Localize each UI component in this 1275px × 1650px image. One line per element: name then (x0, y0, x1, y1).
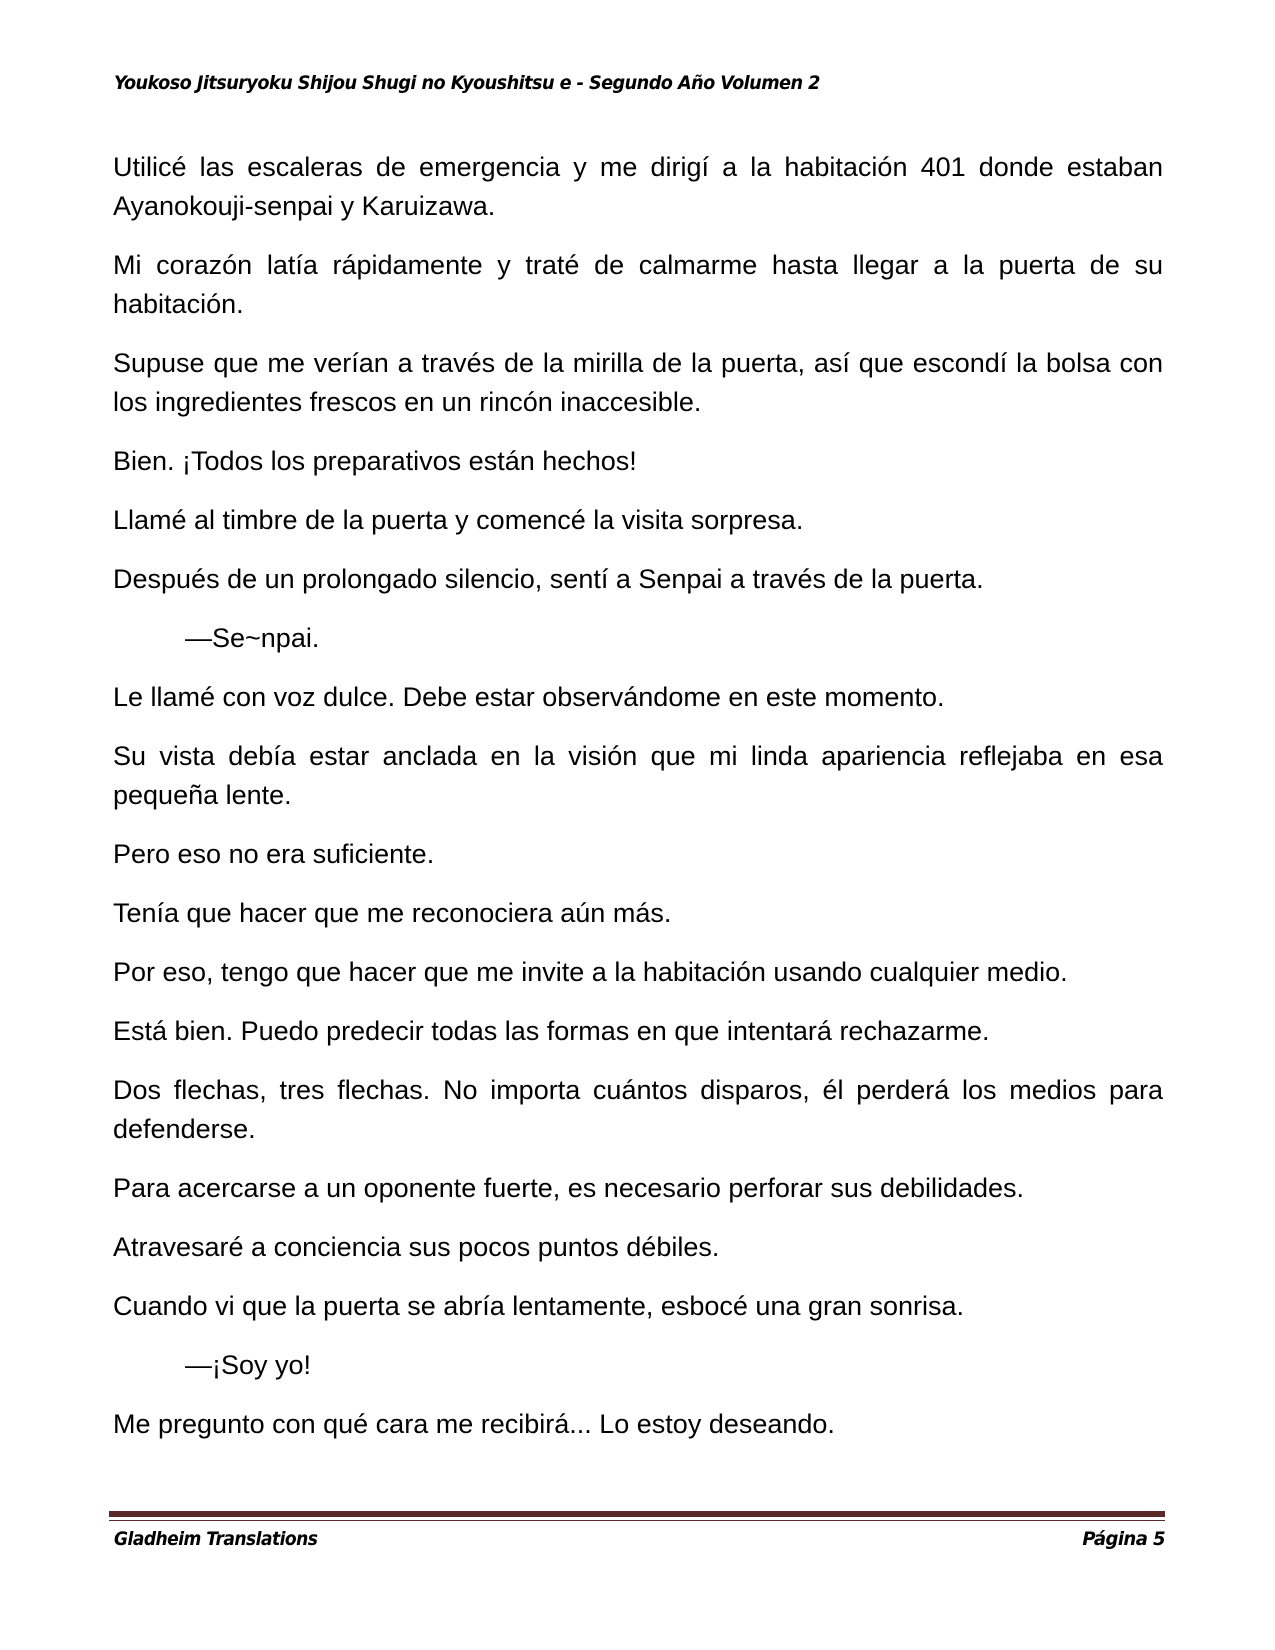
paragraph: Por eso, tengo que hacer que me invite a la habitación usando cualquier medio. (113, 957, 1068, 987)
paragraph: Llamé al timbre de la puerta y comencé la visita sorpresa. (113, 505, 804, 535)
paragraph: Atravesaré a conciencia sus pocos puntos débiles. (113, 1232, 720, 1262)
paragraph: Mi corazón latía rápidamente y traté de calmarme hasta llegar a la puerta de su habitación. (113, 250, 1163, 319)
paragraph: Utilicé las escaleras de emergencia y me dirigí a la habitación 401 donde estaban Ayanokouji-senpai y Karuizawa. (113, 152, 1163, 221)
dialogue-line: —Se~npai. (185, 623, 320, 653)
paragraph: Su vista debía estar anclada en la visión que mi linda apariencia reflejaba en esa pequeña lente. (113, 741, 1163, 810)
page-body (113, 148, 1163, 1464)
paragraph: Me pregunto con qué cara me recibirá... Lo estoy deseando. (113, 1409, 835, 1439)
footer-divider-thick (109, 1511, 1165, 1517)
paragraph: Tenía que hacer que me reconociera aún más. (113, 898, 672, 928)
running-header: Youkoso Jitsuryoku Shijou Shugi no Kyoushitsu e - Segundo Año Volumen 2 (114, 72, 820, 94)
paragraph: Bien. ¡Todos los preparativos están hechos! (113, 446, 637, 476)
paragraph: Supuse que me verían a través de la mirilla de la puerta, así que escondí la bolsa con los ingredientes frescos en un rincón inaccesible. (113, 348, 1163, 417)
paragraph: Después de un prolongado silencio, sentí a Senpai a través de la puerta. (113, 564, 984, 594)
paragraph: Pero eso no era suficiente. (113, 839, 435, 869)
paragraph: Cuando vi que la puerta se abría lentamente, esbocé una gran sonrisa. (113, 1291, 965, 1321)
footer-divider-thin (109, 1520, 1165, 1521)
paragraph: Para acercarse a un oponente fuerte, es necesario perforar sus debilidades. (113, 1173, 1025, 1203)
paragraph: Le llamé con voz dulce. Debe estar observándome en este momento. (113, 682, 945, 712)
page-number: Página 5 (1082, 1528, 1165, 1550)
paragraph: Está bien. Puedo predecir todas las formas en que intentará rechazarme. (113, 1016, 990, 1046)
dialogue-line: —¡Soy yo! (185, 1350, 312, 1380)
paragraph: Dos flechas, tres flechas. No importa cuántos disparos, él perderá los medios para defenderse. (113, 1075, 1163, 1144)
footer-translator-credit: Gladheim Translations (114, 1528, 318, 1550)
